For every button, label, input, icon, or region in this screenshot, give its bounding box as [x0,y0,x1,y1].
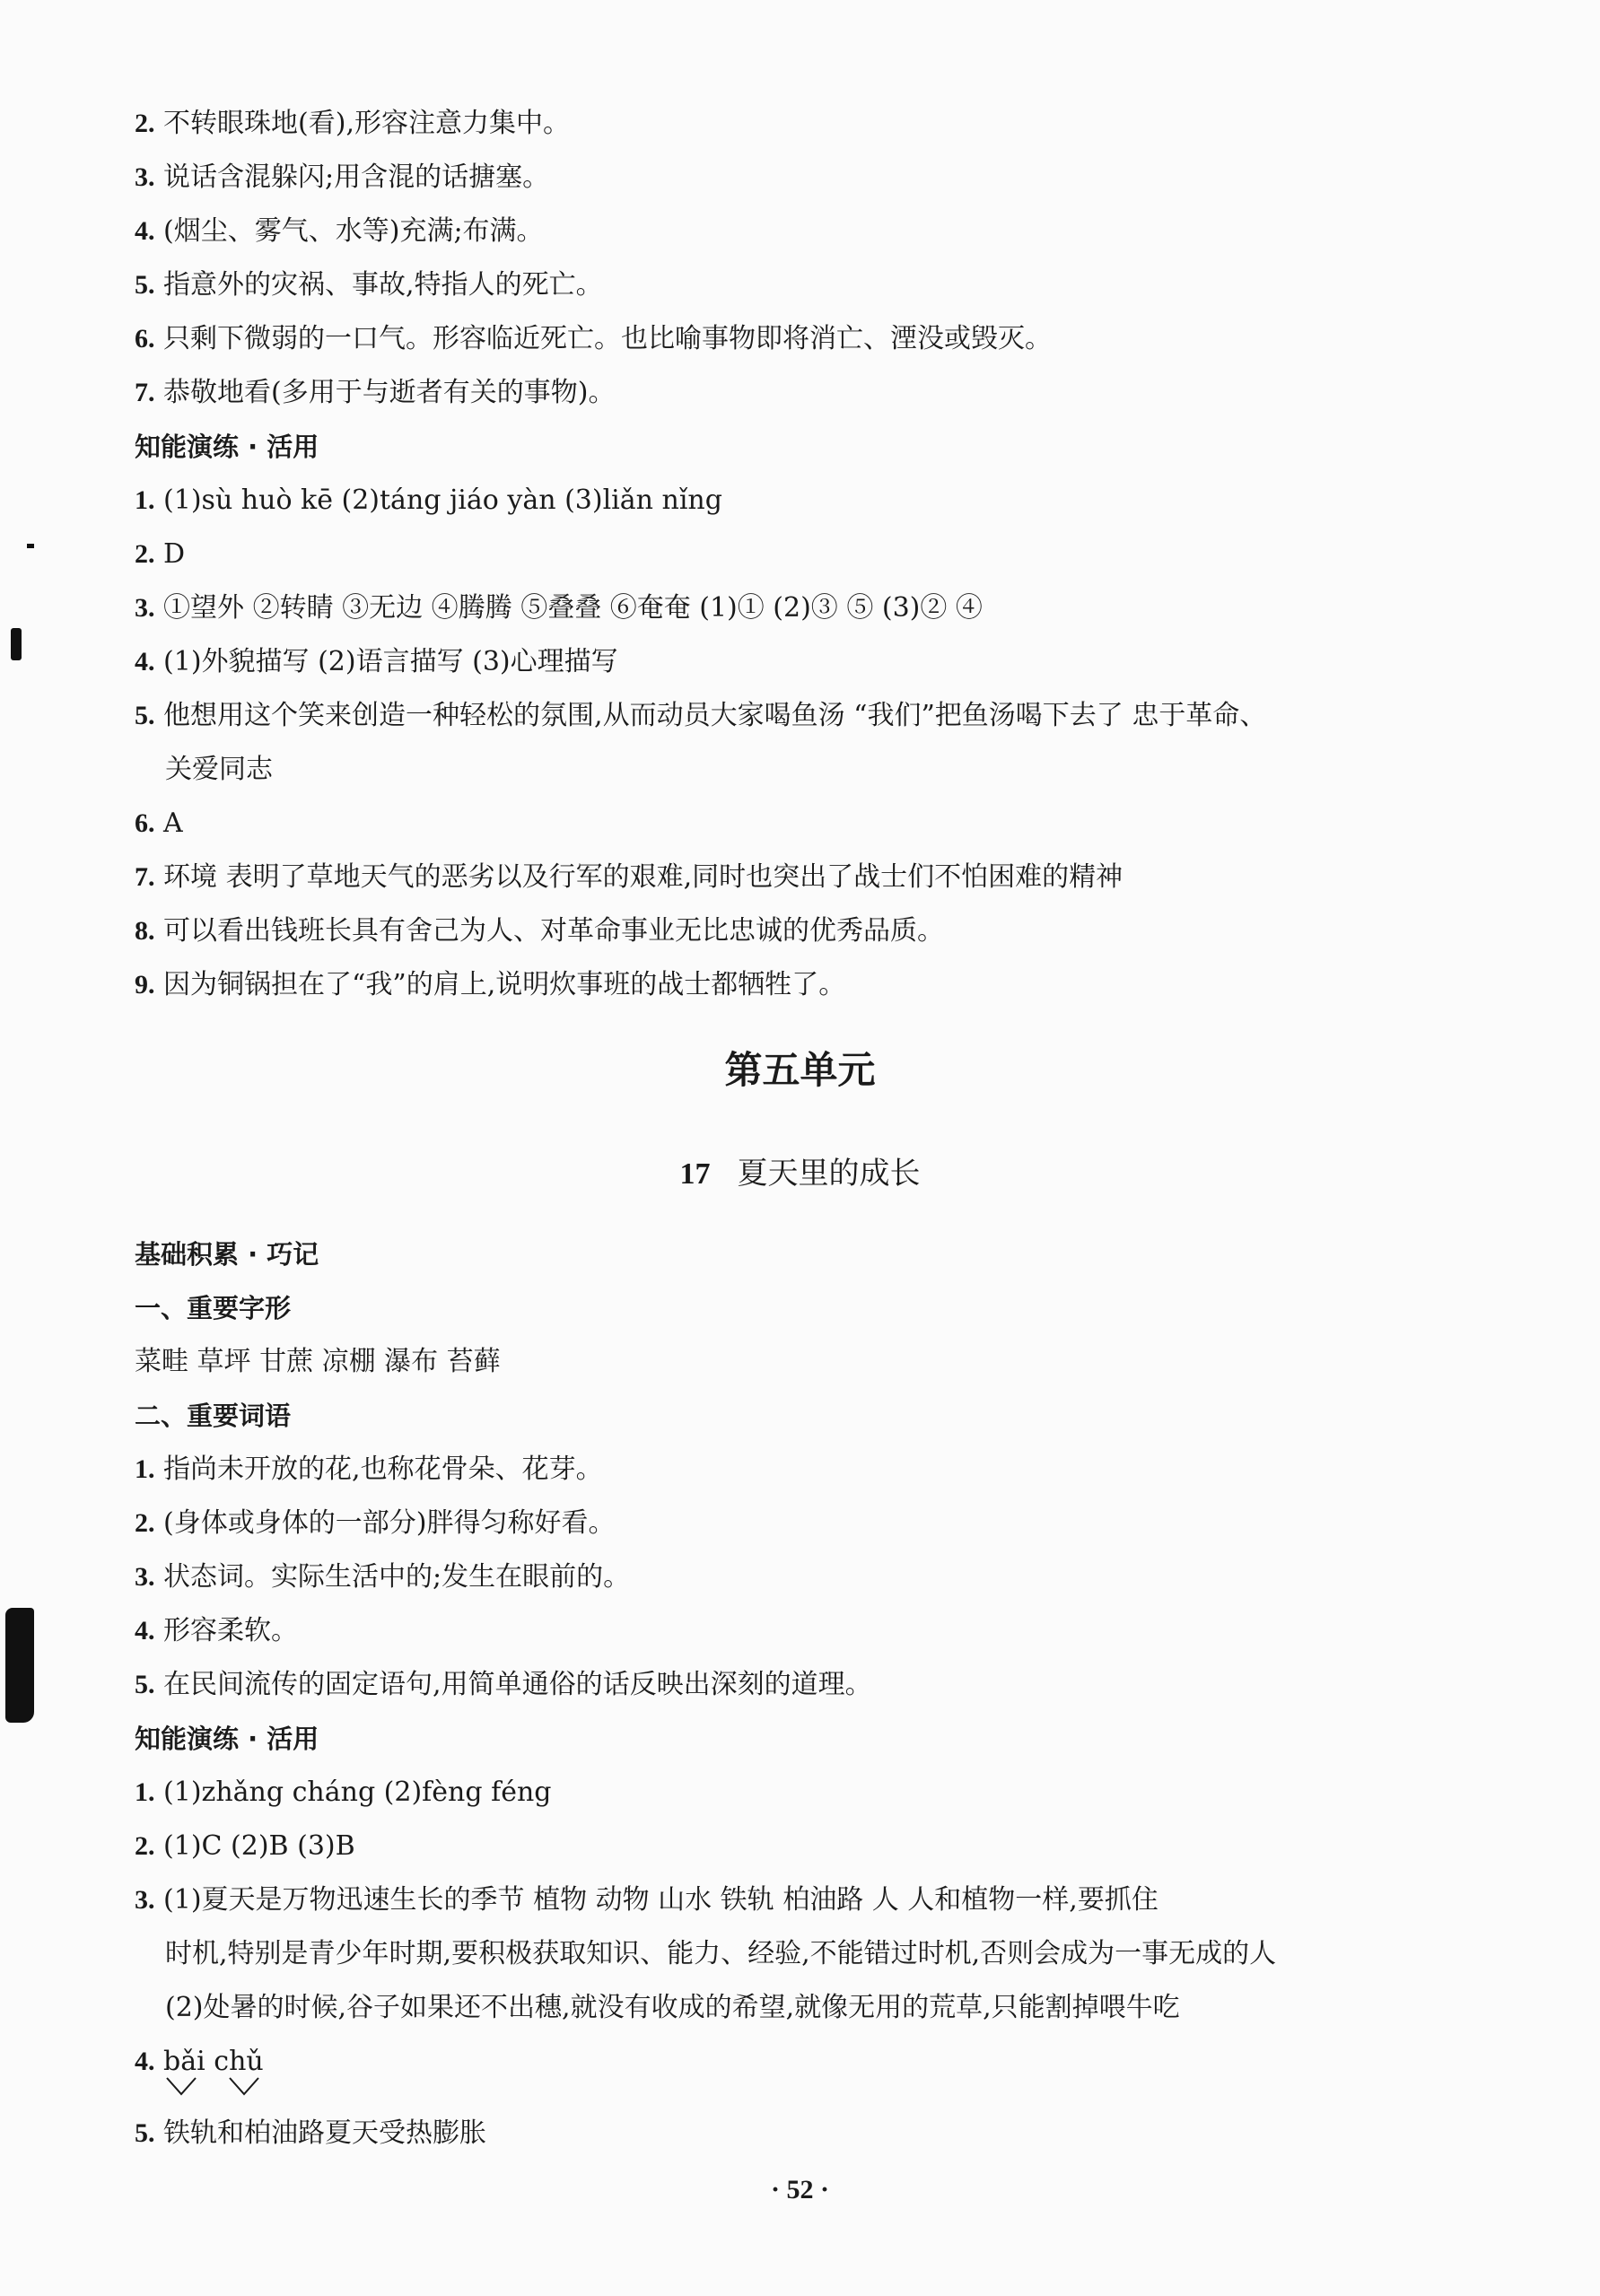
answer-line: 2. (1)C (2)B (3)B [135,1830,355,1862]
word-list: 菜畦 草坪 甘蔗 凉棚 瀑布 苔藓 [135,1346,501,1377]
check-marks [163,2073,289,2100]
answer-line-continued: 时机,特别是青少年时期,要积极获取知识、能力、经验,不能错过时机,否则会成为一事无成的人 [165,1938,1277,1969]
answer-line: 3. 说话含混躲闪;用含混的话搪塞。 [135,162,550,193]
answer-line: 3. ①望外 ②转睛 ③无边 ④腾腾 ⑤叠叠 ⑥奄奄 (1)① (2)③ ⑤ (3)② ④ [135,592,983,624]
answer-line: 7. 环境 表明了草地天气的恶劣以及行军的艰难,同时也突出了战士们不怕困难的精神 [135,861,1123,893]
answer-line: 5. 铁轨和柏油路夏天受热膨胀 [135,2117,487,2149]
section-heading: 基础积累 · 巧记 [135,1239,319,1270]
answer-line: 6. 只剩下微弱的一口气。形容临近死亡。也比喻事物即将消亡、湮没或毁灭。 [135,323,1053,354]
answer-line: 8. 可以看出钱班长具有舍己为人、对革命事业无比忠诚的优秀品质。 [135,915,945,947]
check-mark [167,2078,196,2094]
answer-line: 3. (1)夏天是万物迅速生长的季节 植物 动物 山水 铁轨 柏油路 人 人和植物一样,要抓住 [135,1884,1158,1916]
answer-line: 7. 恭敬地看(多用于与逝者有关的事物)。 [135,377,616,408]
answer-line: 1. (1)sù huò kē (2)táng jiáo yàn (3)liǎn nǐng [135,485,722,516]
answer-line: 4. 形容柔软。 [135,1615,299,1646]
answer-line-continued: (2)处暑的时候,谷子如果还不出穗,就没有收成的希望,就像无用的荒草,只能割掉喂牛吃 [165,1992,1180,2023]
lesson-title [0,1148,1600,1192]
answer-line: 1. (1)zhǎng cháng (2)fèng féng [135,1777,552,1808]
answer-line: 5. 他想用这个笑来创造一种轻松的氛围,从而动员大家喝鱼汤 “我们”把鱼汤喝下去了 忠于革命、 [135,700,1267,731]
section-heading: 知能演练 · 活用 [135,432,319,462]
answer-line: 2. 不转眼珠地(看),形容注意力集中。 [135,108,570,139]
lesson-name: 夏天里的成长 [737,1156,921,1192]
answer-line: 5. 在民间流传的固定语句,用简单通俗的话反映出深刻的道理。 [135,1669,872,1700]
answer-line: 9. 因为铜锅担在了“我”的肩上,说明炊事班的战士都牺牲了。 [135,969,846,1000]
scan-mark [11,628,22,660]
answer-line: 6. A [135,808,183,839]
answer-line-continued: 关爱同志 [165,754,273,785]
answer-line: 3. 状态词。实际生活中的;发生在眼前的。 [135,1561,631,1593]
subsection-heading: 二、重要词语 [135,1401,292,1431]
scan-mark [27,544,34,548]
scan-mark [5,1608,34,1723]
subsection-heading: 一、重要字形 [135,1293,292,1323]
answer-line: 4. bǎi chǔ [135,2046,264,2077]
page-number: · 52 · [770,2175,829,2204]
answer-line: 4. (1)外貌描写 (2)语言描写 (3)心理描写 [135,646,618,677]
check-mark [230,2078,258,2094]
answer-line: 4. (烟尘、雾气、水等)充满;布满。 [135,215,544,247]
section-heading: 知能演练 · 活用 [135,1724,319,1754]
unit-title: 第五单元 [724,1048,876,1092]
answer-line: 5. 指意外的灾祸、事故,特指人的死亡。 [135,269,603,301]
answer-line: 2. (身体或身体的一部分)胖得匀称好看。 [135,1507,616,1539]
lesson-number: 17 [679,1157,711,1191]
answer-line: 1. 指尚未开放的花,也称花骨朵、花芽。 [135,1454,603,1485]
answer-line: 2. D [135,538,186,570]
